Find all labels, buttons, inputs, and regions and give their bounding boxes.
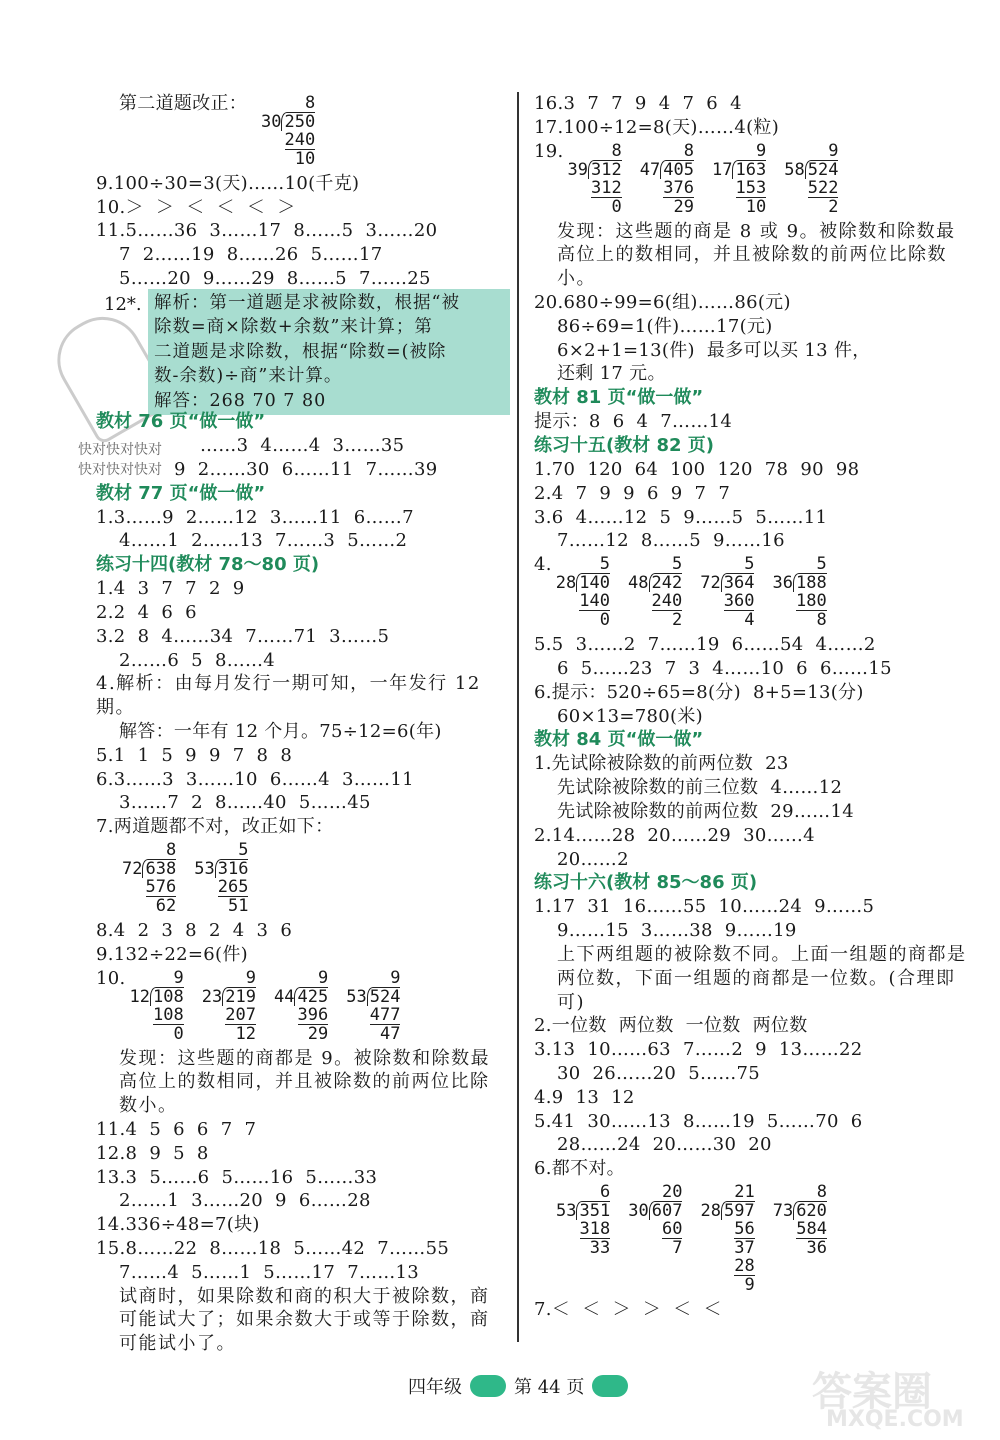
division-q: 9 xyxy=(390,967,401,988)
answer-line: 4.解析：由每月发行一期可知，一年发行 12 期。 xyxy=(96,673,481,719)
answer-line: 6×2+1=13(件) 最多可以买 13 件， xyxy=(557,339,871,361)
division-product: 318 xyxy=(579,1218,611,1239)
divisor: 48 xyxy=(628,573,649,594)
answer-line: 2……1 3……20 9 6……28 xyxy=(119,1190,371,1212)
division-s xyxy=(274,1006,328,1025)
answer-line: 先试除被除数的前两位数 29……14 xyxy=(557,800,854,822)
answer-line: 4.9 13 12 xyxy=(534,1086,635,1108)
answer-line: 8.4 2 3 8 2 4 3 6 xyxy=(96,919,293,941)
division-q: 5 xyxy=(816,554,827,575)
long-division xyxy=(556,1183,610,1294)
division-q: 9 xyxy=(317,967,329,988)
division-product: 240 xyxy=(651,591,683,612)
divisor: 58 xyxy=(784,159,805,180)
division-q: 9 xyxy=(755,140,767,161)
answer-line: 7.两道题都不对，改正如下： xyxy=(96,816,334,838)
long-division xyxy=(568,142,622,216)
division-q: 20 xyxy=(661,1181,683,1202)
division-r: 0 xyxy=(599,610,611,631)
long-division xyxy=(784,142,838,216)
answer-line: 5.41 30……13 8……19 5……70 6 xyxy=(534,1110,863,1132)
divisor: 53 xyxy=(346,986,367,1007)
answer-line: 1.先试除被除数的前两位数 23 xyxy=(534,753,789,775)
left-column xyxy=(96,92,506,291)
division-q: 5 xyxy=(744,554,755,575)
note-line: 二道题是求除数，根据“除数=(被除 xyxy=(154,341,447,362)
division-s xyxy=(772,592,826,611)
answer-line: 1.17 31 16……55 10……24 9……5 xyxy=(534,896,875,918)
answer-line: 7 2……19 8……26 5……17 xyxy=(119,244,383,266)
division-q: 5 xyxy=(599,554,611,575)
section-heading: 教材 84 页“做一做” xyxy=(534,729,704,751)
answer-line: 9……15 3……38 9……19 xyxy=(557,920,797,942)
answer-line: 1.4 3 7 7 2 9 xyxy=(96,578,245,600)
answer-line: 发现：这些题的商都是 9。被除数和除数最高位上的数相同，并且被除数的前两位比除数小。 xyxy=(119,1047,491,1117)
division-r: 10 xyxy=(745,196,767,217)
question-4 xyxy=(534,553,974,633)
right-column xyxy=(534,92,974,1322)
answer-line: 15.8……22 8……18 5……42 7……55 xyxy=(96,1237,450,1259)
division-s xyxy=(194,878,248,897)
division-r: 47 xyxy=(379,1023,401,1044)
division-product: 576 xyxy=(145,876,177,897)
answer-line: 10.＞ ＞ ＜ ＜ ＜ ＞ xyxy=(96,196,296,218)
long-division xyxy=(640,142,694,216)
answer-line: 还剩 17 元。 xyxy=(557,363,666,385)
dividend: 250 xyxy=(281,112,315,131)
division-s xyxy=(712,179,766,198)
dividend: 219 xyxy=(222,987,256,1006)
division-r: 10 xyxy=(294,148,316,169)
section-heading: 教材 76 页“做一做” xyxy=(96,411,266,432)
division-product: 584 xyxy=(796,1218,827,1239)
division-s xyxy=(130,1006,184,1025)
division-r: 51 xyxy=(227,895,249,916)
grade-label: 四年级 xyxy=(408,1377,462,1398)
answer-line: 9.132÷22=6(件) xyxy=(96,943,248,965)
division-s xyxy=(628,592,682,611)
long-division xyxy=(274,969,328,1043)
long-division xyxy=(628,555,682,629)
division-product: 312 xyxy=(591,177,622,198)
answer-line: 1.70 120 64 100 120 78 90 98 xyxy=(534,458,860,480)
answer-line: 3.2 8 4……34 7……71 3……5 xyxy=(96,625,390,647)
division-q: 8 xyxy=(304,92,316,113)
answer-line: 7……4 5……1 5……17 7……13 xyxy=(119,1261,420,1283)
divisor: 17 xyxy=(712,159,733,180)
answer-line: 2.一位数 两位数 一位数 两位数 xyxy=(534,1015,808,1037)
division-product: 108 xyxy=(153,1004,184,1025)
division-r: 2 xyxy=(672,610,683,631)
answer-line: 发现：这些题的商是 8 或 9。被除数和除数最高位上的数相同，并且被除数的前两位比除数小。 xyxy=(557,220,956,290)
division-q: 9 xyxy=(245,967,256,988)
long-division xyxy=(194,841,248,915)
answer-line: 4. xyxy=(534,554,552,576)
answer-line: 3……7 2 8……40 5……45 xyxy=(119,792,371,814)
division-product: 265 xyxy=(217,876,249,897)
divisor: 30 xyxy=(628,1200,649,1221)
division-s xyxy=(261,131,315,150)
division-product: 207 xyxy=(225,1004,256,1025)
division-product: 360 xyxy=(723,591,755,612)
division-product: 522 xyxy=(807,177,839,198)
answer-line: 2……6 5 8……4 xyxy=(119,649,276,671)
division-r: 29 xyxy=(673,196,694,217)
division-r: 2 xyxy=(828,196,839,217)
dividend: 405 xyxy=(660,160,694,179)
divisor: 39 xyxy=(567,159,589,180)
section-heading: 练习十五(教材 82 页) xyxy=(534,434,715,456)
dividend: 140 xyxy=(576,573,610,592)
dividend: 607 xyxy=(649,1201,683,1220)
dividend: 312 xyxy=(588,160,622,179)
division-s xyxy=(122,878,176,897)
division-r: 29 xyxy=(307,1023,329,1044)
division-s xyxy=(700,592,754,611)
question-19 xyxy=(534,140,974,220)
dividend: 364 xyxy=(721,573,755,592)
answer-line: 6.都不对。 xyxy=(534,1158,625,1180)
division-s xyxy=(784,179,838,198)
answer-line: 7……12 8……5 9……16 xyxy=(557,530,785,552)
dividend: 425 xyxy=(294,987,328,1006)
divisor: 73 xyxy=(772,1200,794,1221)
division-group xyxy=(534,1183,974,1294)
division-group xyxy=(568,142,839,216)
answer-line: 5……20 9……29 8……5 7……25 xyxy=(119,267,431,289)
answer-line: 11.5……36 3……17 8……5 3……20 xyxy=(96,220,438,242)
division-r: 0 xyxy=(173,1023,184,1044)
division-s xyxy=(628,1220,682,1239)
division-product: 56 xyxy=(734,1218,755,1239)
divisor: 30 xyxy=(261,111,282,132)
dividend: 524 xyxy=(805,160,839,179)
division-r: 4 xyxy=(744,610,755,631)
long-division xyxy=(772,555,826,629)
division-product: 396 xyxy=(297,1004,329,1025)
division-product: 60 xyxy=(661,1218,683,1239)
answer-line: 60×13=780(米) xyxy=(557,705,703,727)
answer-line: 3.6 4……12 5 9……5 5……11 xyxy=(534,506,828,528)
note-line: 解析：第一道题是求被除数，根据“被 xyxy=(154,293,460,313)
answer-line: 3.13 10……63 7……2 9 13……22 xyxy=(534,1039,863,1061)
note-line: 数-余数)÷商”来计算。 xyxy=(154,366,343,387)
answer-line: 试商时，如果除数和商的积大于被除数，商可能试大了；如果余数大于或等于除数，商可能试小了。 xyxy=(119,1285,490,1355)
division-r2: 9 xyxy=(744,1274,755,1295)
correction-intro: 第二道题改正： xyxy=(119,93,248,114)
long-division xyxy=(122,841,176,915)
answer-line: 11.4 5 6 6 7 7 xyxy=(96,1118,257,1140)
answer-line: 2.14……28 20……29 30……4 xyxy=(534,824,815,846)
answer-line: 6.3……3 3……10 6……4 3……11 xyxy=(96,768,414,790)
division-q: 9 xyxy=(828,140,839,161)
divisor: 44 xyxy=(274,986,295,1007)
divisor: 12 xyxy=(129,986,151,1007)
long-division xyxy=(556,555,610,629)
division-product: 140 xyxy=(579,591,611,612)
page-number: 第 44 页 xyxy=(514,1377,585,1398)
leaf-icon xyxy=(592,1375,628,1397)
dividend: 316 xyxy=(215,859,249,878)
divisor: 28 xyxy=(555,573,577,594)
answer-line: 2.4 7 9 9 6 9 7 7 xyxy=(534,482,731,504)
answer-note-box xyxy=(148,289,510,415)
divisor: 23 xyxy=(201,986,223,1007)
division-s2 xyxy=(700,1257,754,1276)
division-group xyxy=(556,555,827,629)
division-group xyxy=(96,841,506,915)
division-q: 8 xyxy=(611,140,622,161)
question-10 xyxy=(96,967,506,1047)
page-footer xyxy=(408,1373,628,1399)
dividend: 620 xyxy=(793,1201,827,1220)
dividend: 108 xyxy=(150,987,184,1006)
answer-line: 9 2……30 6……11 7……39 xyxy=(174,458,438,480)
division-r: 8 xyxy=(816,610,827,631)
long-division xyxy=(130,969,184,1043)
answer-line: 20.680÷99=6(组)……86(元) xyxy=(534,291,791,313)
dividend: 524 xyxy=(367,987,401,1006)
answer-line: 2.2 4 6 6 xyxy=(96,601,197,623)
divisor: 53 xyxy=(194,858,215,879)
answer-line: ……3 4……4 3……35 xyxy=(200,435,405,456)
division-q: 5 xyxy=(672,554,683,575)
division-s xyxy=(700,1220,754,1239)
long-division xyxy=(202,969,256,1043)
long-division xyxy=(712,142,766,216)
answer-line: 提示：8 6 4 7……14 xyxy=(534,411,733,433)
division-q: 8 xyxy=(165,839,177,860)
long-division xyxy=(628,1183,682,1294)
division-r: 62 xyxy=(155,895,177,916)
url-watermark: MXQE.COM xyxy=(826,1407,964,1432)
division-product: 477 xyxy=(369,1004,401,1025)
division-product: 180 xyxy=(796,591,827,612)
answer-line: 4……1 2……13 7……3 5……2 xyxy=(119,530,408,552)
logo-watermark: 答案圈 xyxy=(812,1369,932,1415)
answer-line: 7.＜ ＜ ＞ ＞ ＜ ＜ xyxy=(534,1298,722,1320)
division-s xyxy=(556,592,610,611)
long-division xyxy=(773,1183,827,1294)
divisor: 72 xyxy=(122,858,143,879)
divisor: 72 xyxy=(700,573,721,594)
dividend: 638 xyxy=(142,859,176,878)
long-division xyxy=(700,1183,754,1294)
answer-line: 5.5 3……2 7……19 6……54 4……2 xyxy=(534,634,876,656)
answer-line: 先试除被除数的前三位数 4……12 xyxy=(557,777,843,799)
division-r: 37 xyxy=(734,1237,755,1258)
division-q: 6 xyxy=(599,1181,611,1202)
answer-line: 12.8 9 5 8 xyxy=(96,1142,209,1164)
division-r: 12 xyxy=(235,1023,256,1044)
division-r: 0 xyxy=(611,196,622,217)
division-r: 36 xyxy=(806,1237,827,1258)
divisor: 53 xyxy=(556,1200,577,1221)
column-divider xyxy=(517,92,519,1342)
long-division xyxy=(346,969,400,1043)
answer-line: 10. xyxy=(96,967,126,989)
section-heading: 练习十四(教材 78～80 页) xyxy=(96,554,320,576)
division-product: 153 xyxy=(735,177,767,198)
division-s xyxy=(568,179,622,198)
division-q: 9 xyxy=(173,967,184,988)
answer-line: 上下两组题的被除数不同。上面一组题的商都是两位数，下面一组题的商都是一位数。(合理即可) xyxy=(557,943,967,1013)
answer-line: 13.3 5……6 5……16 5……33 xyxy=(96,1166,378,1188)
answer-line: 28……24 20……30 20 xyxy=(557,1134,772,1156)
divisor: 36 xyxy=(772,573,793,594)
dividend: 597 xyxy=(721,1201,755,1220)
side-watermark: 快对快对快对 快对快对快对 xyxy=(78,442,162,478)
division-product: 376 xyxy=(663,177,694,198)
answer-line: 30 26……20 5……75 xyxy=(557,1062,761,1084)
dividend: 188 xyxy=(793,573,827,592)
section-heading: 教材 81 页“做一做” xyxy=(534,387,704,409)
division-q: 5 xyxy=(238,839,249,860)
answer-line: 14.336÷48=7(块) xyxy=(96,1214,260,1236)
division-s xyxy=(773,1220,827,1239)
dividend: 242 xyxy=(649,573,683,592)
answer-line: 1.3……9 2……12 3……11 6……7 xyxy=(96,506,414,528)
note-line: 除数=商×除数+余数”来计算；第 xyxy=(154,317,433,338)
division-r: 33 xyxy=(589,1237,611,1258)
division-q: 8 xyxy=(683,140,694,161)
division-product-2: 28 xyxy=(734,1255,755,1276)
answer-line: 16.3 7 7 9 4 7 6 4 xyxy=(534,93,742,114)
question-12-label: 12*. xyxy=(104,294,142,315)
answer-line: 20……2 xyxy=(557,848,629,870)
dividend: 351 xyxy=(576,1201,610,1220)
division-group xyxy=(130,969,401,1043)
division-q: 8 xyxy=(816,1181,827,1202)
section-heading: 教材 77 页“做一做” xyxy=(96,482,266,504)
answer-line: 19. xyxy=(534,140,564,162)
dividend: 163 xyxy=(732,160,766,179)
left-column-lower xyxy=(96,410,506,1356)
answer-line: 6.提示：520÷65=8(分) 8+5=13(分) xyxy=(534,681,864,703)
answer-line: 9.100÷30=3(天)……10(千克) xyxy=(96,172,360,194)
answer-line: 解答：一年有 12 个月。75÷12=6(年) xyxy=(119,720,442,742)
division-s xyxy=(640,179,694,198)
divisor: 47 xyxy=(639,159,661,180)
long-division xyxy=(261,94,315,168)
division-r: 7 xyxy=(672,1237,683,1258)
answer-line: 17.100÷12=8(天)……4(粒) xyxy=(534,116,780,138)
division-product: 240 xyxy=(284,129,316,150)
note-line: 解答：268 70 7 80 xyxy=(154,390,327,411)
answer-line: 86÷69=1(件)……17(元) xyxy=(557,315,773,337)
answer-line: 5.1 1 5 9 9 7 8 8 xyxy=(96,744,293,766)
divisor: 28 xyxy=(700,1200,721,1221)
leaf-icon xyxy=(470,1375,506,1397)
division-s xyxy=(202,1006,256,1025)
division-q: 21 xyxy=(734,1181,755,1202)
long-division xyxy=(700,555,754,629)
division-s xyxy=(556,1220,610,1239)
division-s xyxy=(346,1006,400,1025)
section-heading: 练习十六(教材 85～86 页) xyxy=(534,872,758,894)
answer-line: 6 5……23 7 3 4……10 6 6……15 xyxy=(557,657,892,679)
